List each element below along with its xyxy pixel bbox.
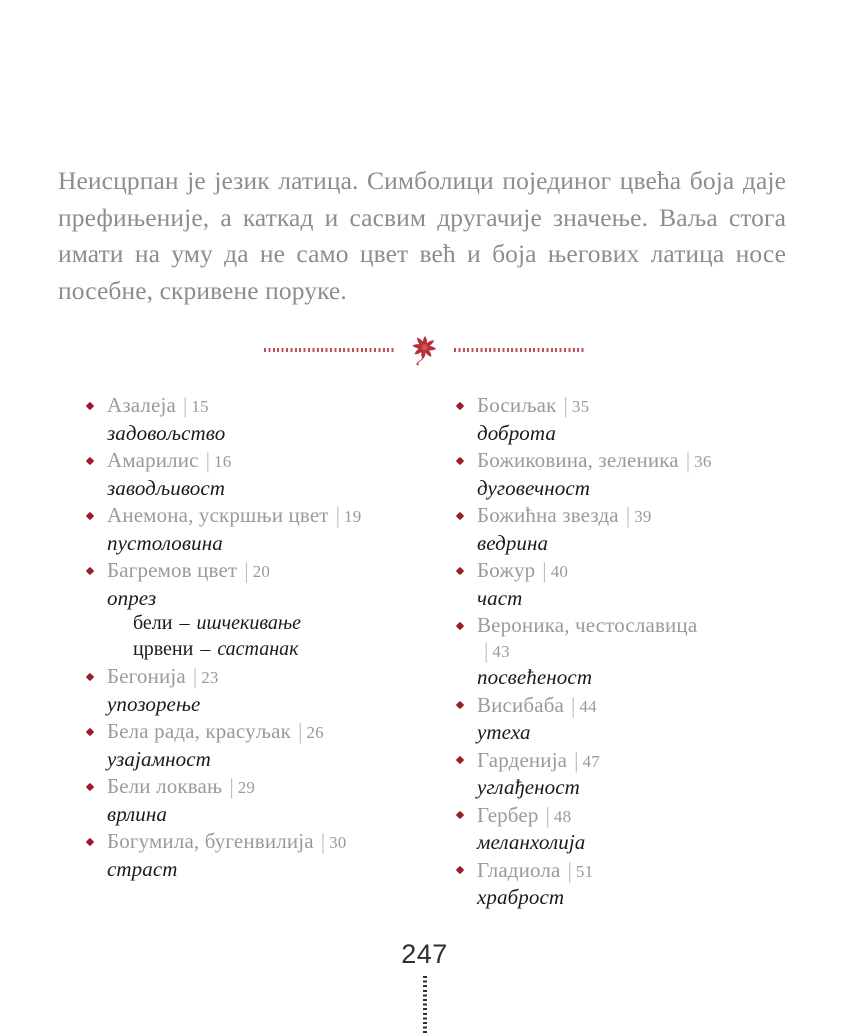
bullet-icon bbox=[86, 782, 94, 790]
page-reference[interactable]: 35 bbox=[571, 397, 590, 416]
separator-glyph: | bbox=[542, 558, 547, 583]
index-entry[interactable] bbox=[455, 557, 795, 611]
flower-name: Висибаба bbox=[477, 692, 565, 717]
flower-meaning: задовољство bbox=[107, 420, 226, 445]
separator-glyph: | bbox=[229, 774, 234, 799]
index-entry[interactable] bbox=[455, 612, 795, 690]
bullet-icon bbox=[86, 672, 94, 680]
separator-glyph: | bbox=[545, 802, 550, 828]
flower-name: Богумила, бугенвилија bbox=[107, 829, 314, 853]
footer-dotted-rule bbox=[423, 976, 427, 1034]
flower-name: Бели локвањ bbox=[107, 774, 223, 798]
flower-index bbox=[0, 392, 849, 909]
bullet-icon bbox=[86, 511, 94, 519]
intro-paragraph bbox=[58, 163, 786, 309]
index-entry[interactable] bbox=[85, 392, 425, 446]
flower-meaning: храброст bbox=[477, 885, 565, 909]
entry-heading bbox=[107, 718, 425, 747]
bullet-icon bbox=[456, 701, 464, 709]
page-reference[interactable]: 30 bbox=[329, 833, 347, 852]
bullet-icon bbox=[86, 566, 94, 574]
page-reference[interactable]: 36 bbox=[694, 452, 712, 471]
separator-glyph: | bbox=[297, 719, 303, 744]
page-reference[interactable]: 51 bbox=[575, 861, 594, 881]
variant-color: бели bbox=[133, 611, 173, 634]
flower-meaning: узајамност bbox=[107, 746, 211, 771]
flower-meaning: доброта bbox=[477, 420, 557, 445]
flower-meaning: ведрина bbox=[477, 530, 549, 555]
bullet-icon bbox=[456, 511, 464, 519]
separator-glyph: | bbox=[567, 857, 572, 883]
separator-glyph: | bbox=[685, 448, 691, 473]
bullet-icon bbox=[86, 401, 94, 409]
index-entry[interactable] bbox=[455, 392, 795, 446]
entry-heading bbox=[477, 557, 795, 586]
index-entry[interactable] bbox=[85, 773, 425, 827]
entry-heading bbox=[107, 392, 425, 421]
index-entry[interactable] bbox=[85, 557, 425, 662]
bullet-icon bbox=[456, 811, 464, 819]
entry-heading bbox=[107, 773, 425, 802]
index-entry[interactable] bbox=[85, 447, 425, 501]
flower-name: Анемона, ускршњи цвет bbox=[107, 503, 329, 527]
flower-meaning: страст bbox=[107, 856, 178, 881]
index-entry[interactable] bbox=[455, 447, 795, 501]
flower-meaning: меланхолија bbox=[477, 830, 586, 854]
flower-meaning: углађеност bbox=[477, 775, 580, 799]
flower-meaning: дуговечност bbox=[477, 475, 591, 500]
index-entry[interactable] bbox=[85, 502, 425, 556]
flower-name: Вероника, честославица bbox=[477, 613, 698, 637]
index-entry[interactable] bbox=[455, 802, 795, 856]
flower-name: Бегонија bbox=[107, 664, 186, 688]
separator-glyph: | bbox=[192, 664, 198, 689]
page-reference[interactable]: 40 bbox=[550, 562, 569, 581]
variant-dash: – bbox=[200, 637, 211, 660]
variant-dash: – bbox=[179, 611, 190, 634]
dotted-rule-right bbox=[454, 348, 586, 352]
page-reference[interactable]: 26 bbox=[306, 723, 324, 742]
flower-ornament-icon bbox=[410, 333, 440, 367]
flower-name: Амарилис bbox=[107, 448, 199, 472]
intro-text: Неисцрпан је језик латица. Симболици појединог цвећа боја даје префињеније, а каткад и сасвим другачије значење. Ваља стога имати на уму да не само цвет већ и боја његових латица носе посебне, скривене поруке. bbox=[58, 166, 786, 305]
page-reference[interactable]: 39 bbox=[634, 507, 652, 526]
variant-item bbox=[133, 636, 425, 662]
page-reference[interactable]: 48 bbox=[553, 806, 572, 826]
bullet-icon bbox=[456, 756, 464, 764]
section-divider bbox=[0, 330, 849, 370]
flower-meaning: част bbox=[477, 585, 523, 610]
flower-name: Азалеја bbox=[107, 393, 176, 417]
bullet-icon bbox=[86, 727, 94, 735]
flower-meaning: утеха bbox=[477, 720, 531, 744]
flower-meaning: посвећеност bbox=[477, 665, 593, 689]
index-entry[interactable] bbox=[455, 692, 795, 746]
separator-glyph: | bbox=[320, 829, 326, 854]
entry-heading bbox=[107, 502, 425, 531]
entry-heading bbox=[477, 392, 795, 421]
variant-meaning: састанак bbox=[217, 637, 299, 660]
entry-heading bbox=[107, 828, 425, 857]
bullet-icon bbox=[456, 401, 464, 409]
bullet-icon bbox=[456, 866, 464, 874]
entry-heading bbox=[477, 502, 795, 531]
bullet-icon bbox=[86, 456, 94, 464]
index-column-left bbox=[85, 392, 425, 883]
variant-list bbox=[107, 610, 425, 662]
dotted-rule-left bbox=[264, 348, 396, 352]
index-entry[interactable] bbox=[85, 663, 425, 717]
flower-name: Босиљак bbox=[477, 393, 557, 417]
bullet-icon bbox=[456, 456, 464, 464]
flower-meaning: опрез bbox=[107, 585, 157, 610]
page-reference[interactable]: 23 bbox=[201, 668, 219, 687]
separator-glyph: | bbox=[244, 558, 249, 583]
entry-heading bbox=[477, 612, 795, 639]
page-reference[interactable]: 47 bbox=[582, 751, 600, 771]
flower-name: Бела рада, красуљак bbox=[107, 719, 291, 743]
index-entry[interactable] bbox=[455, 747, 795, 801]
separator-glyph: | bbox=[205, 448, 211, 473]
index-entry[interactable] bbox=[85, 828, 425, 882]
index-entry[interactable] bbox=[455, 857, 795, 911]
flower-name: Божиковина, зеленика bbox=[477, 448, 679, 472]
page-reference[interactable]: 29 bbox=[237, 778, 256, 797]
page-reference[interactable]: 43 bbox=[492, 641, 510, 661]
entry-heading bbox=[477, 857, 795, 886]
flower-meaning: врлина bbox=[107, 801, 167, 826]
separator-glyph: | bbox=[182, 393, 188, 418]
entry-heading bbox=[107, 557, 425, 586]
page-reference[interactable]: 15 bbox=[191, 397, 209, 416]
entry-heading-continuation bbox=[477, 637, 795, 666]
bullet-icon bbox=[456, 566, 464, 574]
bullet-icon bbox=[86, 837, 94, 845]
folio-number: 247 bbox=[401, 939, 448, 969]
index-entry[interactable] bbox=[455, 502, 795, 556]
page-reference[interactable]: 16 bbox=[214, 452, 232, 471]
variant-color: црвени bbox=[133, 637, 194, 660]
separator-glyph: | bbox=[563, 393, 568, 418]
flower-meaning: заводљивост bbox=[107, 475, 226, 500]
variant-item bbox=[133, 610, 425, 636]
variant-meaning: ишчекивање bbox=[196, 611, 302, 634]
index-entry[interactable] bbox=[85, 718, 425, 772]
flower-name: Гладиола bbox=[477, 857, 561, 882]
page-reference[interactable]: 19 bbox=[344, 507, 362, 526]
bullet-icon bbox=[456, 621, 464, 629]
page-footer bbox=[0, 938, 849, 1034]
separator-glyph: | bbox=[574, 747, 579, 773]
entry-heading bbox=[477, 692, 795, 721]
flower-meaning: упозорење bbox=[107, 691, 201, 716]
entry-heading bbox=[477, 747, 795, 776]
page-reference[interactable]: 20 bbox=[252, 562, 271, 581]
flower-name: Багремов цвет bbox=[107, 558, 238, 582]
flower-name: Гербер bbox=[477, 802, 539, 827]
separator-glyph: | bbox=[335, 503, 341, 528]
flower-meaning: пустоловина bbox=[107, 530, 223, 555]
entry-heading bbox=[477, 802, 795, 831]
entry-heading bbox=[107, 663, 425, 692]
separator-glyph: | bbox=[625, 503, 631, 528]
flower-name: Божур bbox=[477, 558, 536, 582]
flower-name: Гарденија bbox=[477, 747, 568, 772]
separator-glyph: | bbox=[484, 637, 489, 663]
page-reference[interactable]: 44 bbox=[579, 696, 597, 716]
index-column-right bbox=[455, 392, 795, 912]
entry-heading bbox=[477, 447, 795, 476]
flower-name: Божићна звезда bbox=[477, 503, 619, 527]
entry-heading bbox=[107, 447, 425, 476]
separator-glyph: | bbox=[571, 692, 576, 718]
